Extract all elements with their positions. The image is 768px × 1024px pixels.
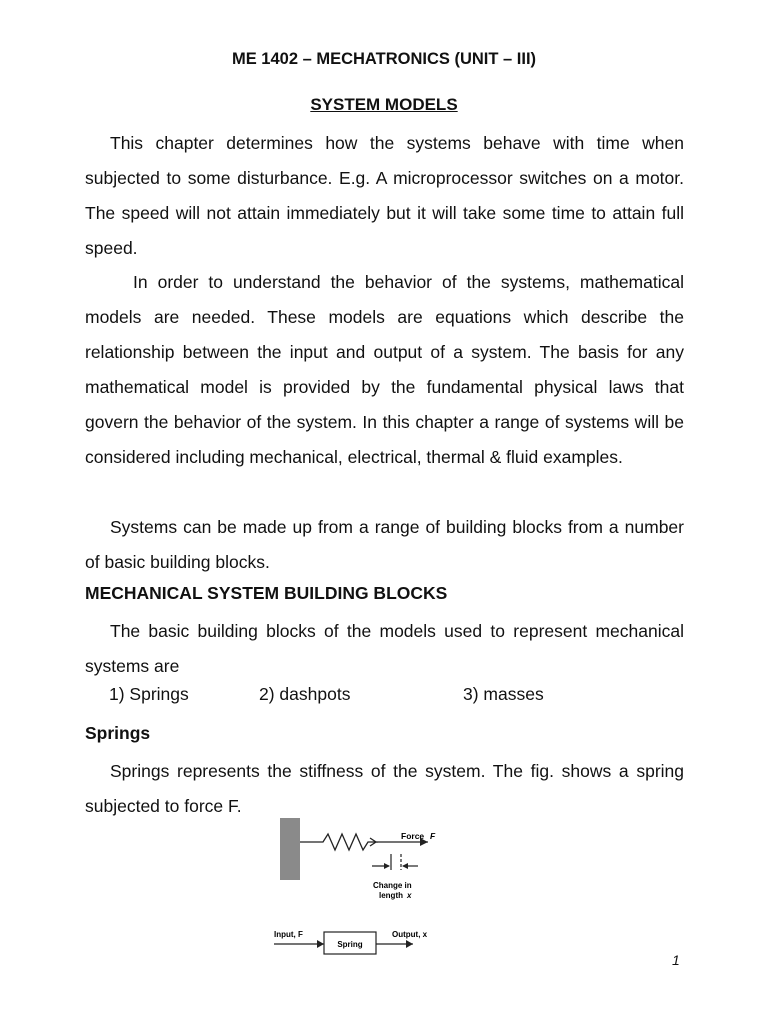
page-title: SYSTEM MODELS <box>310 95 458 114</box>
list-item: 2) dashpots <box>259 684 351 704</box>
spring-figure <box>268 810 448 960</box>
change-variable: x <box>407 891 412 900</box>
output-label: Output, x <box>392 930 428 939</box>
section-heading: MECHANICAL SYSTEM BUILDING BLOCKS <box>85 583 448 603</box>
building-blocks-paragraph: Systems can be made up from a range of building blocks from a number of basic building blocks. <box>85 517 684 572</box>
list-item: 1) Springs <box>109 684 189 704</box>
force-label: Force <box>401 831 425 841</box>
page-number: 1 <box>672 952 680 968</box>
list-item: 3) masses <box>463 684 544 704</box>
models-paragraph: In order to understand the behavior of the systems, mathematical models are needed. These models are equations which describe the relationship between the input and output of a system. The basis for any mathematical model is provided by the fundamental physical laws that govern the behavior of the system. In this chapter a range of systems will be considered including mechanical, electrical, thermal & fluid examples. <box>85 272 684 467</box>
basic-blocks-paragraph: The basic building blocks of the models used to represent mechanical systems are <box>85 621 684 676</box>
spring-block-label: Spring <box>337 940 363 949</box>
length-label: length <box>379 891 403 900</box>
change-label: Change in <box>373 881 412 890</box>
page-header: ME 1402 – MECHATRONICS (UNIT – III) <box>231 50 537 68</box>
fixed-wall <box>280 818 300 880</box>
spring-symbol <box>300 834 376 850</box>
input-label: Input, F <box>274 930 303 939</box>
force-variable: F <box>430 831 436 841</box>
intro-paragraph: This chapter determines how the systems behave with time when subjected to some disturbance. E.g. A microprocessor switches on a motor. The speed will not attain immediately but it will take some time to attain full speed. <box>85 133 684 258</box>
springs-paragraph: Springs represents the stiffness of the system. The fig. shows a spring subjected to force F. <box>85 761 684 816</box>
springs-subheading: Springs <box>85 723 151 743</box>
